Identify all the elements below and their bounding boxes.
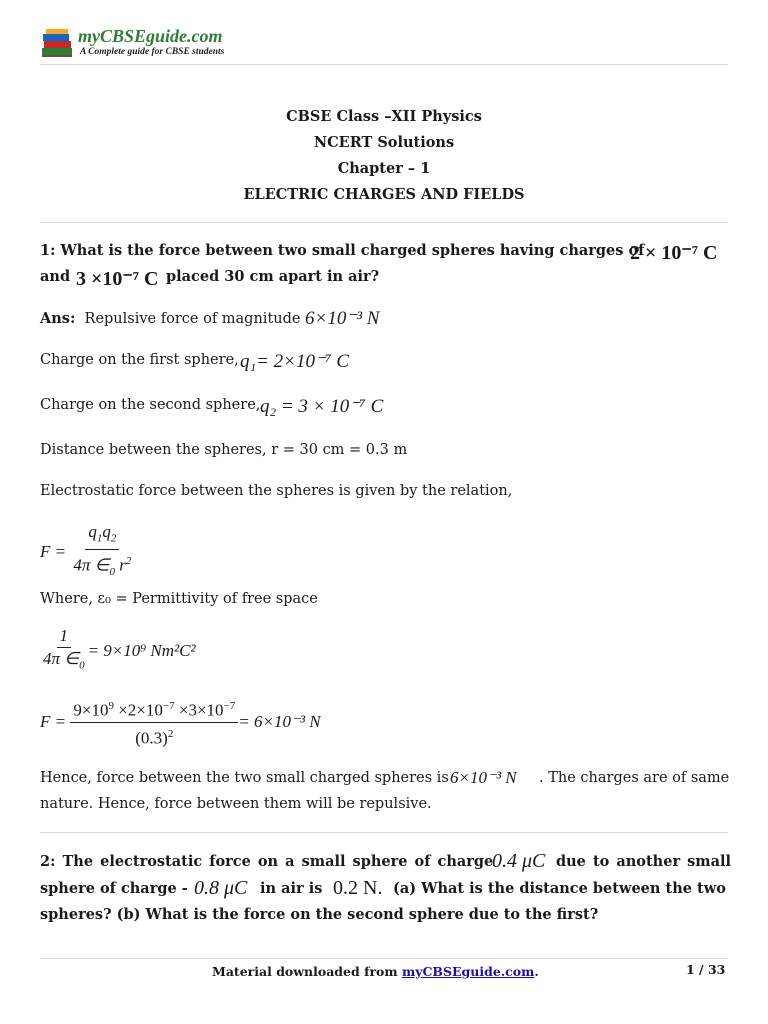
q1-text-b: and [40, 268, 71, 285]
page-number: 1 / 33 [686, 962, 726, 977]
footer-text [212, 964, 539, 979]
where-text: Where, ε₀ = Permittivity of free space [40, 591, 318, 607]
q2-text-f: spheres? (b) What is the force on the second sphere due to the first? [40, 906, 599, 923]
footer-divider [40, 958, 728, 959]
q1-text-c: placed 30 cm apart in air? [166, 268, 380, 285]
charge-first-value: q₁= 2×10⁻⁷ C [240, 351, 350, 372]
books-logo-icon [40, 28, 74, 60]
title-chapter-name: ELECTRIC CHARGES AND FIELDS [243, 186, 525, 203]
hence-text-a: Hence, force between the two small charged spheres is [40, 770, 449, 786]
constant-equation: $\frac{1}{4\pi \in_0}$ = 9×10⁹ Nm²C² [43, 626, 196, 672]
q1-text-a: 1: What is the force between two small charged spheres having charges of [40, 242, 645, 259]
footer-suffix: . [534, 964, 539, 979]
q2-text-e: (a) What is the distance between the two [393, 880, 726, 897]
q1-divider [40, 832, 728, 833]
q1-charge1: 2 × 10⁻⁷ C [630, 242, 718, 264]
header-divider [40, 64, 728, 65]
title-chapter: Chapter – 1 [337, 160, 431, 177]
hence-value: 6×10⁻³ N [450, 768, 517, 787]
title-solutions: NCERT Solutions [313, 134, 455, 151]
site-logo[interactable] [40, 26, 250, 60]
charge-second-value: q₂ = 3 × 10⁻⁷ C [260, 396, 384, 417]
relation-text: Electrostatic force between the spheres is given by the relation, [40, 483, 513, 499]
logo-name: myCBSEguide.com [78, 26, 223, 46]
force-equation: F = $\frac{9\times 10^9 \times 2\times 10^{-7} \times 3\times 10^{-7}}{(0.3)^2}$ = 6×10⁻³ N [40, 696, 321, 748]
footer-prefix: Material downloaded from [212, 964, 398, 979]
footer-link[interactable]: myCBSEguide.com [401, 964, 535, 979]
ans-text: Repulsive force of magnitude [84, 311, 301, 327]
hence-line [40, 770, 449, 786]
hence-text-c: nature. Hence, force between them will be repulsive. [40, 796, 432, 812]
title-class: CBSE Class –XII Physics [286, 108, 482, 125]
hence-text-b: . The charges are of same [539, 770, 730, 786]
charge-second-label: Charge on the second sphere, [40, 397, 261, 413]
ans1-value: 6×10⁻³ N [305, 308, 380, 329]
constant-rhs: = 9×10⁹ Nm²C² [87, 640, 196, 660]
q2-text-b: due to another small [556, 853, 732, 870]
title-divider [40, 222, 728, 223]
q2-charge2: 0.8 μC [194, 877, 248, 899]
force-rhs: = 6×10⁻³ N [238, 712, 321, 732]
q2-text-c: sphere of charge - [40, 880, 188, 897]
q1-charge2: 3 ×10⁻⁷ C [76, 268, 159, 290]
ans-label: Ans: [40, 310, 76, 327]
q2-text-a: 2: The electrostatic force on a small sphere of charge [40, 853, 494, 870]
q2-force: 0.2 N. [333, 877, 383, 899]
q2-text-d: in air is [260, 880, 323, 897]
charge-first-label: Charge on the first sphere, [40, 352, 239, 368]
logo-tagline: A Complete guide for CBSE students [80, 47, 225, 57]
coulomb-law-equation: F = $\frac{q_1q_2}{4\pi \in_0 r^2}$ [40, 522, 132, 579]
q2-charge1: 0.4 μC [492, 850, 546, 872]
ans1-line [40, 310, 300, 327]
distance-text: Distance between the spheres, r = 30 cm = 0.3 m [40, 442, 408, 458]
